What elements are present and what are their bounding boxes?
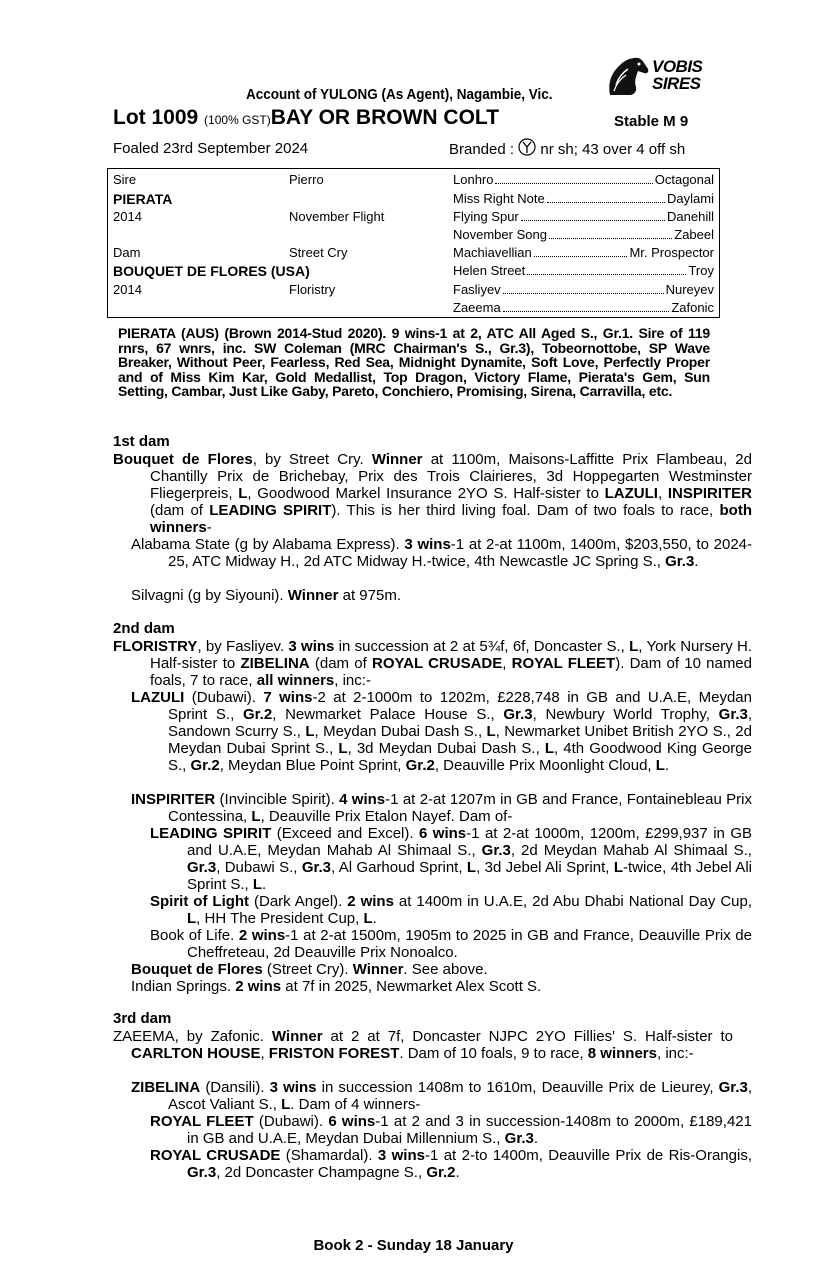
dam-name: BOUQUET DE FLORES (USA) (113, 263, 310, 279)
progeny-entry (131, 536, 752, 570)
text-run: 3 wins (269, 1079, 317, 1096)
text-run: , Newmarket Palace House S., (272, 706, 504, 723)
progeny-entry (150, 1147, 752, 1181)
text-run: L (486, 723, 496, 740)
text-run: ZIBELINA (131, 1079, 201, 1096)
ancestor-name: Machiavellian (453, 245, 532, 260)
text-run: -1 at 2-at 1000m, 1200m, £299,937 in GB and U.A.E, Meydan Mahab Al Shimaal S., (187, 825, 752, 859)
text-run: (Dansili). (200, 1079, 270, 1096)
section-heading-3rd-dam: 3rd dam (113, 1010, 172, 1027)
text-run: (Street Cry). (262, 961, 353, 978)
ancestor-sire: Troy (688, 263, 714, 278)
text-run: , 3d Jebel Ali Sprint, (476, 859, 614, 876)
text-run: . (262, 876, 267, 893)
progeny-entry (131, 1079, 752, 1113)
granddam-maternal: Floristry (289, 282, 336, 297)
text-run: , Newmarket Unibet British 2YO S., 2d Meydan Dubai Sprint S., (168, 723, 752, 757)
text-run: -1 at 2 and 3 in succession-1408m to 2000m, £189,421 in GB and U.A.E, Meydan Dubai Millennium S., (187, 1113, 752, 1147)
ancestor-row (453, 244, 714, 262)
text-run: 6 wins (328, 1113, 376, 1130)
progeny-entry (131, 791, 752, 825)
text-run: , Ascot Valiant S., (168, 1079, 752, 1113)
text-run: 2 wins (238, 927, 286, 944)
account-line: Account of YULONG (As Agent), Nagambie, Vic. (246, 86, 553, 103)
text-run: . (694, 553, 699, 570)
text-run: Indian Springs. (131, 978, 236, 995)
ancestor-name: Miss Right Note (453, 191, 545, 206)
text-run: Gr.2 (426, 1164, 456, 1181)
logo-line-1: VOBIS (652, 57, 703, 76)
text-run: -1 at 2-at 1207m in GB and France, Fontainebleau Prix Contessina, (168, 791, 753, 825)
text-run: Spirit of Light (150, 893, 250, 910)
text-run: L (363, 910, 373, 927)
text-run: (Invincible Spirit). (215, 791, 340, 808)
text-run: L (281, 1096, 291, 1113)
progeny-entry (131, 689, 752, 774)
dam-label: Dam (113, 245, 141, 260)
text-run: , York Nursery H. Half-sister to (150, 638, 753, 672)
text-run: ). Dam of 10 named foals, 7 to race, (150, 655, 752, 689)
text-run: . (455, 1164, 460, 1181)
page-footer: Book 2 - Sunday 18 January (313, 1237, 514, 1254)
ancestor-sire: Zabeel (674, 227, 714, 242)
text-run: L (613, 859, 623, 876)
text-run: Winner (287, 587, 339, 604)
text-run: , Al Garhoud Sprint, (331, 859, 467, 876)
text-run: , 2d Meydan Mahab Al Shimaal S., (510, 842, 752, 859)
ancestor-sire: Octagonal (654, 172, 714, 187)
grandsire-paternal: Pierro (289, 172, 324, 187)
ancestor-sire: Mr. Prospector (629, 245, 714, 260)
logo-line-2: SIRES (652, 74, 701, 93)
text-run: L (251, 808, 261, 825)
vobis-sires-logo (604, 55, 722, 97)
text-run: 3 wins (288, 638, 335, 655)
text-run: . (372, 910, 377, 927)
text-run: Silvagni (g by Siyouni). (131, 587, 288, 604)
text-run: L (252, 876, 263, 893)
text-run: Gr.3 (718, 1079, 748, 1096)
ancestor-sire: Danehill (667, 209, 714, 224)
text-run: , Deauville Prix Moonlight Cloud, (434, 757, 656, 774)
text-run: INSPIRITER (131, 791, 216, 808)
text-run: at 7f in 2025, Newmarket Alex Scott S. (281, 978, 542, 995)
ancestor-sire: Zafonic (671, 300, 714, 315)
text-run: at 975m. (338, 587, 401, 604)
text-run: INSPIRITER (667, 485, 752, 502)
text-run: . Dam of 10 foals, 9 to race, (399, 1045, 588, 1062)
text-run: Gr.3 (504, 1130, 534, 1147)
text-run: ROYAL FLEET (511, 655, 616, 672)
text-run: , by Fasliyev. (197, 638, 289, 655)
sire-label: Sire (113, 172, 137, 187)
text-run: , Meydan Dubai Dash S., (314, 723, 487, 740)
text-run: -twice, 4th Jebel Ali Sprint S., (187, 859, 752, 893)
brand-mark-icon (518, 138, 536, 156)
sire-year: 2014 (113, 209, 142, 224)
text-run: Gr.3 (301, 859, 332, 876)
ancestor-row (453, 299, 714, 317)
stable-number: Stable M 9 (614, 113, 689, 130)
text-run: all winners (256, 672, 335, 689)
text-run: Bouquet de Flores (113, 451, 253, 468)
progeny-entry (131, 978, 715, 995)
text-run: Alabama State (g by Alabama Express). (131, 536, 405, 553)
text-run: , Newbury World Trophy, (532, 706, 719, 723)
text-run: Gr.2 (242, 706, 273, 723)
text-run: ). This is her third living foal. Dam of two foals to race, (331, 502, 720, 519)
gst-note: (100% GST) (204, 113, 271, 127)
text-run: Gr.3 (187, 1164, 217, 1181)
progeny-entry (150, 1113, 752, 1147)
text-run: Gr.2 (405, 757, 435, 774)
text-run: Bouquet de Flores (131, 961, 263, 978)
ancestor-row (453, 262, 714, 280)
text-run: 2 wins (347, 893, 394, 910)
text-run: (dam of (309, 655, 372, 672)
text-run: Gr.3 (187, 859, 217, 876)
branded-line (449, 138, 685, 158)
text-run: (Exceed and Excel). (271, 825, 420, 842)
text-run: -1 at 2-at 1100m, 1400m, $203,550, to 2024-25, ATC Midway H., 2d ATC Midway H.-twice, 4th Newcastle JC Spring S., (168, 536, 753, 570)
text-run: L (238, 485, 248, 502)
text-run: ZAEEMA, by Zafonic. (113, 1028, 272, 1045)
ancestor-name: Zaeema (453, 300, 501, 315)
dam-entry-paragraph (113, 1028, 733, 1062)
text-run: 8 winners (587, 1045, 657, 1062)
text-run: in succession at 2 at 5¾f, 6f, Doncaster S., (334, 638, 630, 655)
text-run: at 1100m, Maisons-Laffitte Prix Flambeau, 2d Chantilly Prix de Brichebay, Prix des Trois Clairieres, 3d Hoppegarten Westminster Fliegerpreis, (150, 451, 752, 502)
text-run: 4 wins (339, 791, 386, 808)
text-run: (Dubawi). (184, 689, 264, 706)
text-run: LAZULI (131, 689, 185, 706)
text-run: , inc:- (657, 1045, 694, 1062)
text-run: 3 wins (377, 1147, 425, 1164)
text-run: , 4th Goodwood King George S., (168, 740, 752, 774)
text-run: , 2d Doncaster Champagne S., (216, 1164, 427, 1181)
text-run: 6 wins (419, 825, 467, 842)
progeny-entry (131, 961, 715, 978)
text-run: LAZULI (604, 485, 658, 502)
text-run: , Dubawi S., (216, 859, 302, 876)
lot-heading (113, 106, 499, 130)
text-run: , Goodwood Markel Insurance 2YO S. Half-sister to (247, 485, 605, 502)
lot-number: Lot 1009 (113, 106, 199, 129)
text-run: at 2 at 7f, Doncaster NJPC 2YO Fillies' S. Half-sister to (322, 1028, 733, 1045)
pedigree-table (107, 168, 720, 318)
grandsire-maternal: Street Cry (289, 245, 348, 260)
ancestor-row (453, 208, 714, 226)
text-run: (Shamardal). (280, 1147, 378, 1164)
text-run: Winner (371, 451, 423, 468)
progeny-entry (150, 927, 752, 961)
text-run: . See above. (403, 961, 488, 978)
text-run: LEADING SPIRIT (209, 502, 332, 519)
text-run: at 1400m in U.A.E, 2d Abu Dhabi National Day Cup, (393, 893, 752, 910)
text-run: (Dark Angel). (249, 893, 348, 910)
text-run: , 3d Meydan Dubai Dash S., (347, 740, 545, 757)
section-heading-2nd-dam: 2nd dam (113, 620, 175, 637)
text-run: FLORISTRY (113, 638, 198, 655)
text-run: ROYAL CRUSADE (372, 655, 503, 672)
progeny-entry (150, 893, 752, 927)
dam-year: 2014 (113, 282, 142, 297)
text-run: Winner (271, 1028, 323, 1045)
ancestor-name: Flying Spur (453, 209, 519, 224)
text-run: , Deauville Prix Etalon Nayef. Dam of- (260, 808, 513, 825)
text-run: ZIBELINA (240, 655, 310, 672)
text-run: , (260, 1045, 269, 1062)
sire-summary: PIERATA (AUS) (Brown 2014-Stud 2020). 9 wins-1 at 2, ATC All Aged S., Gr.1. Sire of 119 rnrs, 67 wnrs, inc. SW Coleman (MRC Chairman's S., Gr.3), Tobeornottobe, SP Wave Breaker, Without Peer, Fearless, Red Sea, Midnight Dynamite, Soft Love, Perfectly Proper and of Miss Kim Kar, Gold Medallist, Top Dragon, Victory Flame, Pierata's Gem, Sun Setting, Cambar, Just Like Gaby, Pareto, Conchiero, Promising, Sirena, Carravilla, etc. (118, 325, 710, 399)
text-run: (Dubawi). (253, 1113, 329, 1130)
text-run: , HH The President Cup, (196, 910, 364, 927)
text-run: L (466, 859, 477, 876)
text-run: , by Street Cry. (252, 451, 372, 468)
text-run: L (629, 638, 639, 655)
text-run: both winners (150, 502, 752, 536)
text-run: , inc:- (334, 672, 371, 689)
text-run: ROYAL CRUSADE (150, 1147, 281, 1164)
text-run: . Dam of 4 winners- (290, 1096, 421, 1113)
section-heading-1st-dam: 1st dam (113, 433, 170, 450)
ancestor-row (453, 281, 714, 299)
granddam-paternal: November Flight (289, 209, 385, 224)
text-run: L (544, 740, 555, 757)
text-run: FRISTON FOREST (268, 1045, 400, 1062)
dam-entry-paragraph (113, 451, 752, 536)
text-run: ROYAL FLEET (150, 1113, 254, 1130)
text-run: Gr.3 (503, 706, 533, 723)
text-run: Gr.3 (718, 706, 748, 723)
progeny-entry (150, 825, 752, 893)
text-run: , Sandown Scurry S., (168, 706, 753, 740)
text-run: L (187, 910, 197, 927)
text-run: CARLTON HOUSE (131, 1045, 261, 1062)
text-run: Book of Life. (150, 927, 239, 944)
text-run: -1 at 2-at 1500m, 1905m to 2025 in GB and France, Deauville Prix de Cheffreteau, 2d Deauville Prix Nonoalco. (187, 927, 752, 961)
ancestor-name: November Song (453, 227, 547, 242)
text-run: , Meydan Blue Point Sprint, (219, 757, 406, 774)
ancestor-row (453, 190, 714, 208)
foaled-date: Foaled 23rd September 2024 (113, 140, 309, 157)
ancestor-sire: Daylami (667, 191, 714, 206)
text-run: 3 wins (404, 536, 451, 553)
dam-entry-paragraph (113, 638, 752, 689)
text-run: in succession 1408m to 1610m, Deauville Prix de Lieurey, (316, 1079, 719, 1096)
ancestor-sire: Nureyev (665, 282, 714, 297)
text-run: , (657, 485, 668, 502)
text-run: LEADING SPIRIT (150, 825, 272, 842)
ancestor-row (453, 226, 714, 244)
text-run: -1 at 2-to 1400m, Deauville Prix de Ris-Orangis, (424, 1147, 752, 1164)
text-run: 7 wins (263, 689, 313, 706)
branded-text: nr sh; 43 over 4 off sh (540, 141, 686, 158)
progeny-entry (131, 587, 715, 604)
text-run: L (305, 723, 315, 740)
text-run: , (502, 655, 512, 672)
text-run: L (655, 757, 665, 774)
text-run: (dam of (150, 502, 210, 519)
branded-label: Branded : (449, 141, 515, 158)
ancestor-name: Helen Street (453, 263, 526, 278)
lot-description: BAY OR BROWN COLT (270, 106, 500, 129)
text-run: -2 at 2-1000m to 1202m, £228,748 in GB and U.A.E, Meydan Sprint S., (168, 689, 752, 723)
text-run: L (338, 740, 348, 757)
text-run: . (533, 1130, 539, 1147)
text-run: Gr.2 (190, 757, 220, 774)
sire-name: PIERATA (113, 191, 173, 207)
text-run: Gr.3 (481, 842, 511, 859)
text-run: - (206, 519, 212, 536)
ancestor-name: Fasliyev (453, 282, 501, 297)
text-run: Winner (352, 961, 404, 978)
ancestor-row (453, 171, 714, 189)
text-run: Gr.3 (665, 553, 695, 570)
text-run: . (664, 757, 670, 774)
horse-head-icon (604, 55, 650, 97)
text-run: 2 wins (235, 978, 282, 995)
ancestor-name: Lonhro (453, 172, 494, 187)
